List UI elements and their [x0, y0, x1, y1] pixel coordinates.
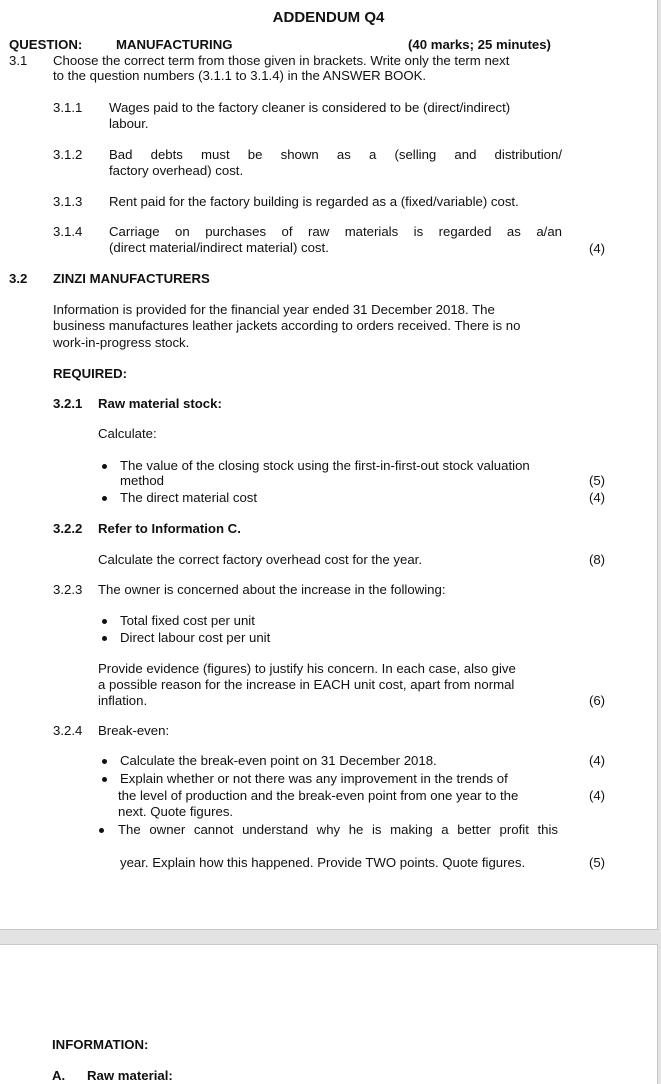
- information-heading: INFORMATION:: [52, 1037, 149, 1052]
- q32-info-line3: work-in-progress stock.: [53, 335, 190, 350]
- bullet-icon: [102, 619, 107, 624]
- q321-bullet2: The direct material cost: [120, 490, 258, 505]
- q322-text: Calculate the correct factory overhead cost for the year.: [98, 552, 422, 567]
- q313-number: 3.1.3: [53, 194, 83, 209]
- q321-bullet1-marks: (5): [588, 473, 606, 488]
- q324-bullet1: Calculate the break-even point on 31 December 2018.: [120, 753, 437, 768]
- required-heading: REQUIRED:: [53, 366, 127, 381]
- q32-heading: ZINZI MANUFACTURERS: [53, 271, 210, 286]
- q323-bullet2: Direct labour cost per unit: [120, 630, 271, 645]
- q323-bullet1: Total fixed cost per unit: [120, 613, 255, 628]
- q323-heading: The owner is concerned about the increase in the following:: [98, 582, 446, 597]
- q324-bullet2-line2: the level of production and the break-even point from one year to the: [118, 788, 519, 803]
- q324-bullet2-marks: (4): [588, 788, 606, 803]
- q32-info-line2: business manufactures leather jackets according to orders received. There is no: [53, 318, 521, 333]
- info-a-label: Raw material:: [87, 1068, 173, 1083]
- q312-line1: Bad debts must be shown as a (selling and distribution/: [109, 147, 562, 162]
- q324-heading: Break-even:: [98, 723, 170, 738]
- question-topic: MANUFACTURING: [116, 37, 233, 52]
- q311-number: 3.1.1: [53, 100, 83, 115]
- q324-bullet1-marks: (4): [588, 753, 606, 768]
- bullet-icon: [102, 759, 107, 764]
- q31-intro-line2: to the question numbers (3.1.1 to 3.1.4) in the ANSWER BOOK.: [53, 68, 427, 83]
- q323-para-line1: Provide evidence (figures) to justify his concern. In each case, also give: [98, 661, 516, 676]
- q31-intro-line1: Choose the correct term from those given in brackets. Write only the term next: [53, 53, 510, 68]
- bullet-icon: [102, 636, 107, 641]
- q32-info-line1: Information is provided for the financial year ended 31 December 2018. The: [53, 302, 495, 317]
- q321-number: 3.2.1: [53, 396, 83, 411]
- q322-number: 3.2.2: [53, 521, 83, 536]
- q321-bullet1-line2: method: [120, 473, 164, 488]
- q323-marks: (6): [588, 693, 606, 708]
- information-page: [0, 944, 658, 1084]
- question-label: QUESTION:: [9, 37, 83, 52]
- q324-bullet3-line2: year. Explain how this happened. Provide TWO points. Quote figures.: [120, 855, 526, 870]
- q321-heading: Raw material stock:: [98, 396, 222, 411]
- q324-number: 3.2.4: [53, 723, 83, 738]
- q324-bullet3-line1: The owner cannot understand why he is making a better profit this: [118, 822, 558, 837]
- bullet-icon: [102, 777, 107, 782]
- q322-marks: (8): [588, 552, 606, 567]
- q32-number: 3.2: [9, 271, 28, 286]
- q321-calculate: Calculate:: [98, 426, 157, 441]
- question-total-marks: (40 marks; 25 minutes): [408, 37, 551, 52]
- q323-para-line3: inflation.: [98, 693, 148, 708]
- q311-line1: Wages paid to the factory cleaner is considered to be (direct/indirect): [109, 100, 511, 115]
- q321-bullet1-line1: The value of the closing stock using the first-in-first-out stock valuation: [120, 458, 530, 473]
- q321-bullet2-marks: (4): [588, 490, 606, 505]
- q312-number: 3.1.2: [53, 147, 83, 162]
- q311-line2: labour.: [109, 116, 149, 131]
- q314-line1: Carriage on purchases of raw materials is regarded as a/an: [109, 224, 562, 239]
- q324-bullet3-marks: (5): [588, 855, 606, 870]
- bullet-icon: [102, 464, 107, 469]
- q312-line2: factory overhead) cost.: [109, 163, 244, 178]
- q322-heading: Refer to Information C.: [98, 521, 241, 536]
- q324-bullet2-line1: Explain whether or not there was any improvement in the trends of: [120, 771, 508, 786]
- q323-number: 3.2.3: [53, 582, 83, 597]
- page-title: ADDENDUM Q4: [272, 9, 385, 26]
- q31-number: 3.1: [9, 53, 28, 68]
- q314-line2: (direct material/indirect material) cost.: [109, 240, 329, 255]
- q324-bullet2-line3: next. Quote figures.: [118, 804, 234, 819]
- bullet-icon: [99, 828, 104, 833]
- q323-para-line2: a possible reason for the increase in EACH unit cost, apart from normal: [98, 677, 515, 692]
- q31-marks: (4): [588, 241, 606, 256]
- q314-number: 3.1.4: [53, 224, 83, 239]
- bullet-icon: [102, 496, 107, 501]
- q313-line1: Rent paid for the factory building is regarded as a (fixed/variable) cost.: [109, 194, 519, 209]
- info-a-letter: A.: [52, 1068, 66, 1083]
